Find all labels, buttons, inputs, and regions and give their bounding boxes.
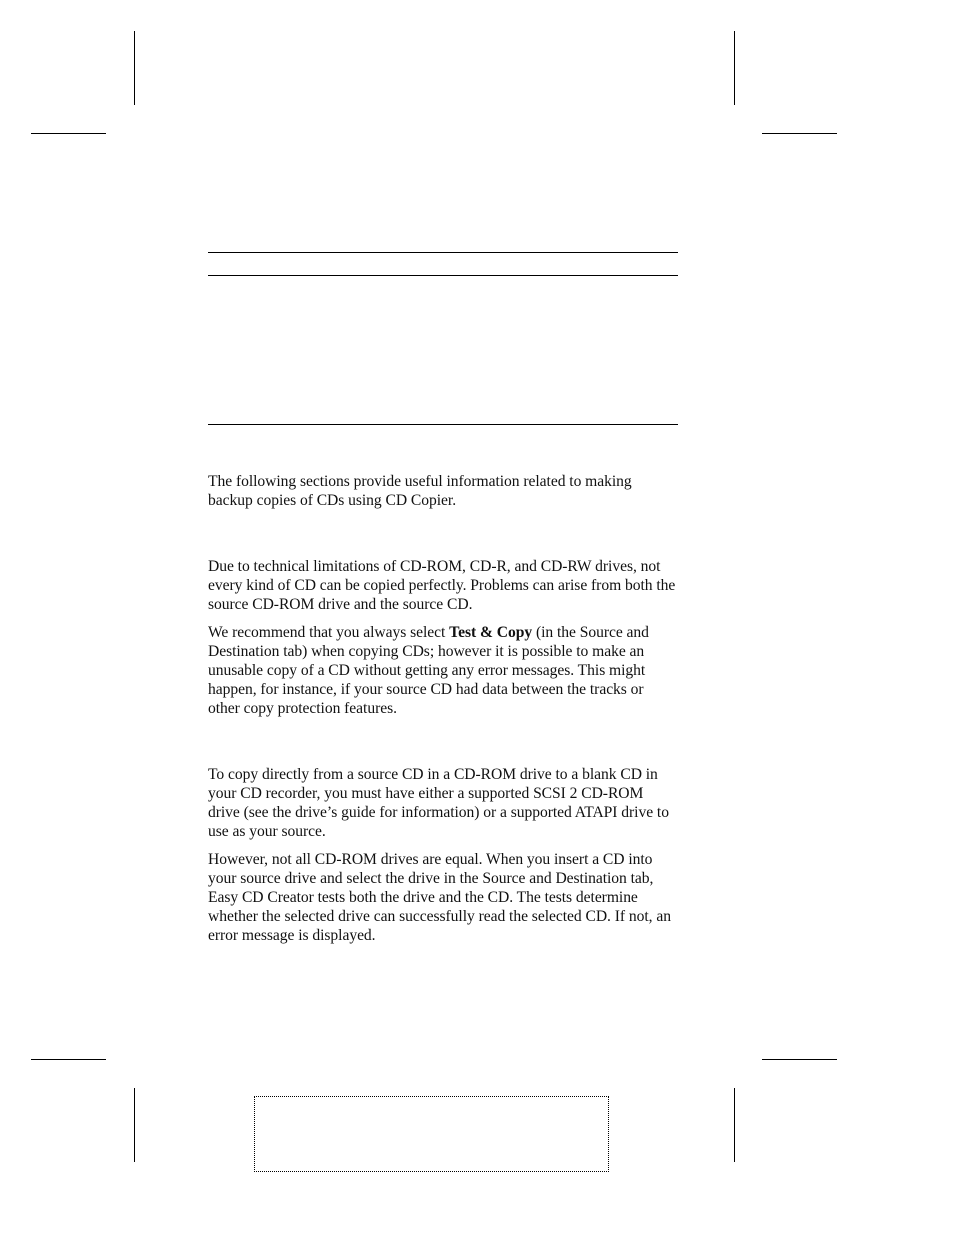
test-copy-option: Test & Copy	[449, 624, 533, 641]
limitations-p2-before: We recommend that you always select	[208, 624, 450, 641]
drives-block	[208, 765, 678, 945]
crop-mark-top-left-horizontal	[31, 133, 106, 134]
limitations-block	[208, 557, 678, 718]
limitations-paragraph-2	[208, 623, 678, 718]
intro-block	[208, 472, 678, 510]
crop-mark-top-right-horizontal	[762, 133, 837, 134]
crop-mark-top-left-vertical	[134, 31, 135, 105]
chapter-rule-second	[208, 275, 678, 276]
crop-mark-bottom-left-vertical	[134, 1088, 135, 1162]
limitations-paragraph-1: Due to technical limitations of CD-ROM, CD-R, and CD-RW drives, not every kind of CD can be copied perfectly. Problems can arise from both the source CD-ROM drive and the source CD.	[208, 558, 676, 613]
section-rule	[208, 424, 678, 425]
drives-paragraph-1: To copy directly from a source CD in a CD-ROM drive to a blank CD in your CD recorder, you must have either a supported SCSI 2 CD-ROM drive (see the drive’s guide for information) or a supported ATAPI drive to use as your source.	[208, 766, 669, 840]
intro-paragraph: The following sections provide useful information related to making backup copies of CDs using CD Copier.	[208, 473, 632, 509]
slug-box	[254, 1096, 609, 1172]
chapter-rule-top	[208, 252, 678, 253]
crop-mark-bottom-left-horizontal	[31, 1059, 106, 1060]
limitations-p2-after: (in the Source and Destination tab) when copying CDs; however it is possible to make an unusable copy of a CD without getting any error messages. This might happen, for instance, if your source CD had data between the tracks or other copy protection features.	[208, 624, 649, 717]
drives-paragraph-2: However, not all CD-ROM drives are equal. When you insert a CD into your source drive and select the drive in the Source and Destination tab, Easy CD Creator tests both the drive and the CD. The tests determine whether the selected drive can successfully read the selected CD. If not, an error message is displayed.	[208, 851, 671, 944]
crop-mark-top-right-vertical	[734, 31, 735, 105]
crop-mark-bottom-right-vertical	[734, 1088, 735, 1162]
crop-mark-bottom-right-horizontal	[762, 1059, 837, 1060]
